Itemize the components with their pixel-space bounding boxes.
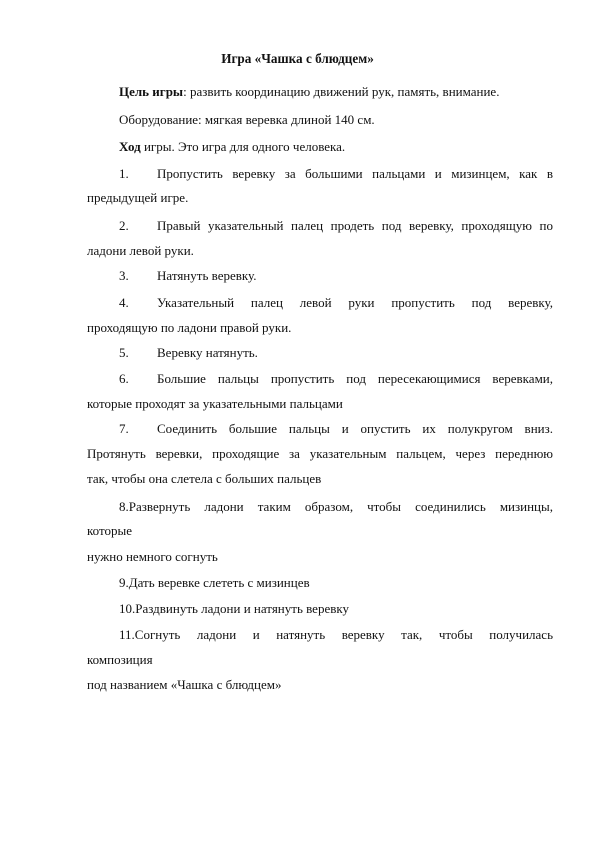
course-label: Ход xyxy=(119,139,141,154)
step-text: Натянуть веревку. xyxy=(157,268,257,283)
step-number: 4. xyxy=(119,295,129,310)
step-text: которые проходят за указательными пальцами xyxy=(87,396,343,411)
step-text: Указательный палец левой руки пропустить под веревку, xyxy=(157,295,553,310)
document-title: Игра «Чашка с блюдцем» xyxy=(221,51,374,66)
step-text: Веревку натянуть. xyxy=(157,345,258,360)
equipment-paragraph: Оборудование: мягкая веревка длиной 140 см. xyxy=(119,112,375,127)
step-text: предыдущей игре. xyxy=(87,190,189,205)
step-text: композиция xyxy=(87,652,153,667)
goal-label: Цель игры xyxy=(119,84,184,99)
step-number: 2. xyxy=(119,218,129,233)
step-text: Правый указательный палец продеть под веревку, проходящую по xyxy=(157,218,553,233)
step-text: ладони левой руки. xyxy=(87,243,194,258)
step-text: которые xyxy=(87,523,132,538)
step-text: под названием «Чашка с блюдцем» xyxy=(87,677,282,692)
course-text: игры. Это игра для одного человека. xyxy=(140,139,346,154)
step-text: Протянуть веревки, проходящие за указательным пальцем, через переднюю xyxy=(87,446,553,461)
goal-paragraph xyxy=(119,84,499,100)
step-number: 5. xyxy=(119,345,129,360)
step-text: 11.Согнуть ладони и натянуть веревку так, чтобы получилась xyxy=(119,627,553,642)
step-number: 6. xyxy=(119,371,129,386)
course-paragraph xyxy=(119,139,345,155)
step-text: 9.Дать веревке слететь с мизинцев xyxy=(119,575,310,590)
step-text: проходящую по ладони правой руки. xyxy=(87,320,292,335)
step-number: 7. xyxy=(119,421,129,436)
step-text: Соединить большие пальцы и опустить их полукругом вниз. xyxy=(157,421,553,436)
goal-text: : развить координацию движений рук, память, внимание. xyxy=(183,84,500,99)
step-text: 10.Раздвинуть ладони и натянуть веревку xyxy=(119,601,349,616)
step-number: 3. xyxy=(119,268,129,283)
step-number: 1. xyxy=(119,166,129,181)
step-text: Большие пальцы пропустить под пересекающимися веревками, xyxy=(157,371,553,386)
step-text: Пропустить веревку за большими пальцами и мизинцем, как в xyxy=(157,166,553,181)
step-text: так, чтобы она слетела с больших пальцев xyxy=(87,471,322,486)
step-text: 8.Развернуть ладони таким образом, чтобы соединились мизинцы, xyxy=(119,499,553,514)
step-text: нужно немного согнуть xyxy=(87,549,218,564)
